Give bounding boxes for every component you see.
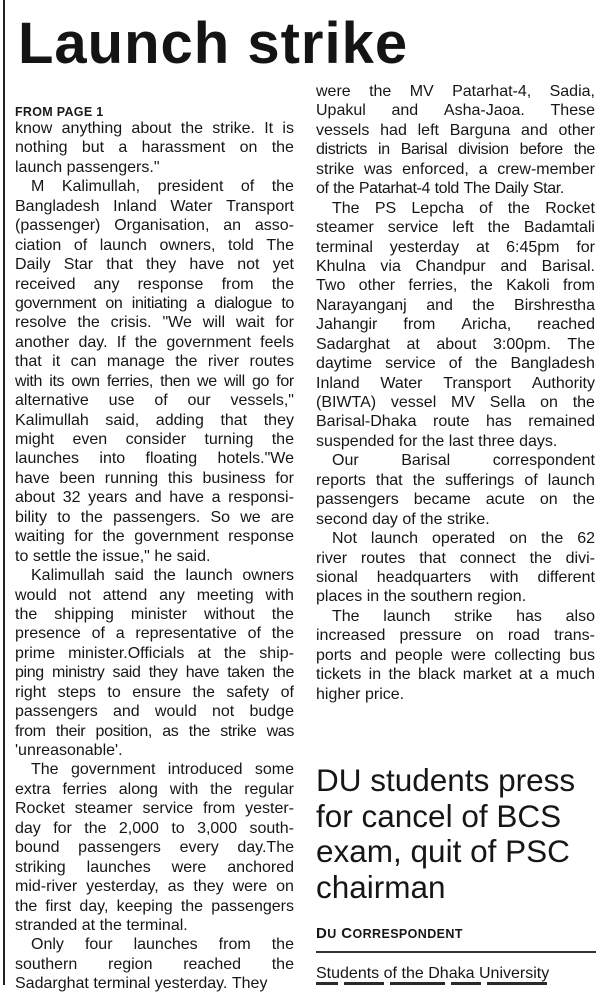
headline: Launch strike — [18, 11, 409, 76]
text-line: The government introduced some — [31, 761, 294, 779]
text-line: ping ministry said they have taken the — [15, 664, 294, 682]
text-line: Sadarghat terminal yesterday. They — [15, 975, 268, 993]
text-line: increased pressure on road trans- — [316, 627, 595, 645]
text-line: to settle the issue," he said. — [15, 547, 211, 565]
text-line: M Kalimullah, president of the — [31, 178, 294, 196]
text-line: Daily Star that they have not yet — [15, 256, 294, 274]
text-line: another day. If the government feels — [15, 333, 294, 351]
text-line: presence of a representative of the — [15, 625, 294, 643]
text-line: Barisal-Dhaka route has remained — [316, 413, 595, 431]
dateline: FROM PAGE 1 — [15, 105, 104, 119]
text-line: Two other ferries, the Kakoli from — [316, 277, 595, 295]
text-line: Upakul and Asha-Jaoa. These — [316, 102, 595, 120]
text-line: 'unreasonable'. — [15, 742, 123, 759]
text-line: ciation of launch owners, told The — [15, 236, 294, 254]
text-line: of the Patarhat-4 told The Daily Star. — [316, 180, 565, 198]
text-line: places in the southern region. — [316, 588, 527, 606]
text-line: higher price. — [316, 685, 405, 703]
text-line: The PS Lepcha of the Rocket — [332, 199, 595, 217]
right-paragraph — [316, 529, 595, 607]
sub-headline: DU students press for cancel of BCS exam, quit of PSC chairman — [316, 762, 576, 905]
right-column — [316, 82, 595, 704]
next-paragraph — [316, 964, 595, 983]
text-line: terminal yesterday at 6:45pm for — [316, 238, 595, 256]
left-paragraph — [15, 566, 294, 760]
text-line: passengers and would not budge — [15, 703, 294, 721]
text-line: suspended for the last three days. — [316, 432, 558, 450]
text-line: mid-river yesterday, as they were on — [15, 878, 294, 896]
text-line: prime minister.Officials at the ship- — [15, 644, 294, 662]
text-line: resolve the crisis. "We will wait for — [15, 314, 294, 332]
right-paragraph — [316, 199, 595, 452]
text-line: Inland Water Transport Authority — [316, 374, 595, 392]
left-column-rule — [3, 0, 5, 985]
text-line: extra ferries along with the regular — [15, 780, 294, 798]
text-line: government on initiating a dialogue to — [15, 294, 294, 312]
text-line: day for the 2,000 to 3,000 south- — [15, 819, 294, 837]
left-paragraph — [15, 760, 294, 935]
text-line: Kalimullah said, adding that they — [15, 411, 294, 429]
text-line: districts in Barisal division before the — [316, 141, 595, 159]
left-column-body — [15, 119, 294, 994]
text-line: might even consider turning the — [15, 431, 294, 448]
text-line: steamer service left the Badamtali — [316, 219, 595, 237]
text-line: (BIWTA) vessel MV Sella on the — [316, 394, 595, 411]
text-line: launch passengers." — [15, 158, 160, 176]
text-line: daytime service of the Bangladesh — [316, 355, 595, 373]
text-line: river routes that connect the divi- — [316, 549, 595, 567]
text-line: ports and people were collecting bus — [316, 646, 595, 664]
byline-rule — [316, 951, 596, 953]
text-line: bility to the passengers. So we are — [15, 508, 294, 526]
next-story-body — [316, 964, 595, 983]
text-line: second day of the strike. — [316, 510, 490, 528]
right-paragraph — [316, 82, 595, 199]
byline-text: DU CORRESPONDENT — [316, 925, 463, 942]
text-line: Narayanganj and the Birshrestha — [316, 296, 595, 314]
left-paragraph — [15, 119, 294, 177]
text-line: southern region reached the — [15, 955, 294, 973]
text-line: nothing but a harassment on the — [15, 139, 294, 157]
text-line: stranded at the terminal. — [15, 916, 188, 934]
text-line: striking launches were anchored — [15, 858, 294, 876]
text-line: Our Barisal correspondent — [332, 452, 595, 470]
text-line: alternative use of our vessels," — [15, 392, 294, 410]
text-line: The launch strike has also — [332, 607, 595, 625]
left-paragraph — [15, 177, 294, 566]
text-line: reports that the sufferings of launch — [316, 471, 595, 489]
text-line: that it can manage the river routes — [15, 353, 294, 371]
right-column-body — [316, 82, 595, 704]
text-line: the shipping minister without the — [15, 605, 294, 623]
text-line: passengers became acute on the — [316, 491, 595, 509]
text-line: bound passengers every day.The — [15, 839, 294, 857]
text-line: Not launch operated on the 62 — [332, 530, 595, 548]
left-column — [15, 105, 294, 994]
text-line: waiting for the government response — [15, 528, 294, 546]
text-line: Bangladesh Inland Water Transport — [15, 197, 294, 215]
text-line: sional headquarters with different — [316, 568, 595, 586]
text-line: right steps to ensure the safety of — [15, 683, 294, 701]
right-paragraph — [316, 607, 595, 704]
text-line: tickets in the black market at a much — [316, 666, 595, 684]
text-line: Only four launches from the — [31, 936, 294, 954]
right-paragraph — [316, 451, 595, 529]
text-line: from their position, as the strike was — [15, 722, 294, 740]
text-line: Kalimullah said the launch owners — [31, 567, 294, 585]
text-line: strike was enforced, a crew-member — [316, 160, 595, 178]
text-line: would not attend any meeting with — [15, 586, 294, 604]
text-line: Jahangir from Aricha, reached — [316, 316, 595, 334]
text-line: Rocket steamer service from yester- — [15, 800, 294, 818]
text-line: were the MV Patarhat-4, Sadia, — [316, 83, 595, 100]
text-line: know anything about the strike. It is — [15, 120, 294, 137]
text-line: Khulna via Chandpur and Barisal. — [316, 257, 595, 275]
text-line: the first day, keeping the passengers — [15, 897, 294, 915]
text-line: have been running this business for — [15, 469, 294, 487]
byline — [316, 925, 463, 943]
text-line: Students of the Dhaka University — [316, 965, 550, 982]
text-line: received any response from the — [15, 275, 294, 293]
text-line: (passenger) Organisation, an asso- — [15, 217, 294, 235]
text-line: launches into floating hotels."We — [15, 450, 294, 468]
text-line: vessels had left Barguna and other — [316, 121, 595, 139]
text-line: with its own ferries, then we will go for — [15, 372, 294, 390]
text-line: Sadarghat at about 3:00pm. The — [316, 335, 595, 353]
text-line: about 32 years and have a responsi- — [15, 489, 294, 507]
